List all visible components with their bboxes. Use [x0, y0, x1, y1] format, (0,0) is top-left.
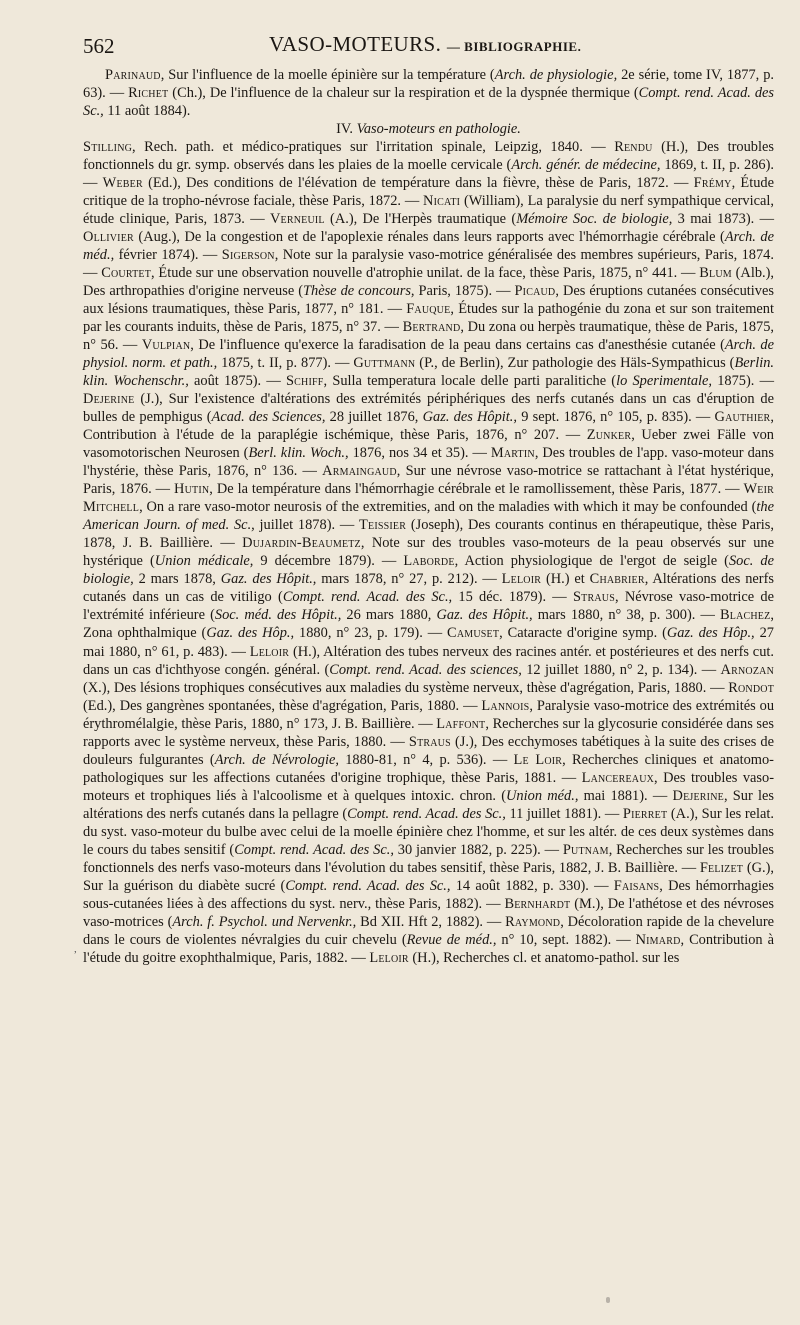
citation-text: Bd XII. Hft 2, 1882). —: [356, 913, 506, 930]
citation-text: , Sur l'influence de la moelle épinière sur la température (: [160, 67, 495, 83]
paper-speck: [606, 1297, 610, 1303]
citation-text: , Sulla temperatura locale delle parti paralitiche (: [323, 373, 617, 390]
citation-text: , Du zona ou herpès traumatique, thèse de Paris, 1875, n° 56. —: [83, 319, 774, 354]
author-name: Nicati: [423, 193, 461, 210]
running-header: [83, 28, 774, 66]
publication-title: Compt. rend. Acad. des Sc.,: [285, 877, 451, 894]
citation-text: (M.), De l'athétose et des névroses vaso-motrices (: [83, 895, 775, 930]
citation-text: 27 mai 1880, n° 61, p. 483). —: [83, 625, 774, 660]
section-heading: [83, 120, 774, 138]
publication-title: Gaz. des Hôp.,: [666, 625, 755, 642]
author-name: Putnam: [562, 841, 609, 858]
citation-text: , Des troubles de l'app. vaso-moteur dans l'hystérie, thèse Paris, 1876, n° 136. —: [83, 445, 774, 480]
citation-text: 9 décembre 1879). —: [253, 553, 404, 570]
citation-text: , Zona ophthalmique (: [83, 607, 775, 642]
publication-title: Compt. rend. Acad. des Sc.,: [282, 589, 453, 606]
margin-mark: ,: [74, 943, 77, 955]
publication-title: the American Journ. of med. Sc.,: [83, 499, 774, 534]
citation-text: (H.), Altération des tubes nerveux des racines antér. et postérieures et des nerfs cut. dans un cas d'ichthyose congén. général. (: [83, 643, 774, 678]
author-name: Hutin: [174, 481, 210, 498]
publication-title: Mémoire Soc. de biologie,: [516, 211, 673, 228]
citation-text: , Altérations des nerfs cutanés dans un cas de vitiligo (: [83, 571, 774, 606]
citation-text: (J.), Sur l'existence d'altérations des extrémités périphériques des nerfs cutanés dans un cas d'éruption de bulles de pemphigus (: [83, 391, 774, 426]
author-name: Nimard: [635, 931, 681, 948]
section-title: Vaso-moteurs en pathologie.: [356, 121, 521, 138]
author-name: Bernhardt: [504, 895, 571, 912]
author-name: Felizet: [699, 859, 744, 876]
author-name: Lancereaux: [581, 769, 655, 786]
author-name: Ollivier: [83, 229, 134, 246]
citation-text: , Recherches sur la glycosurie considérée dans ses rapports avec le système nerveux, thèse Paris, 1880. —: [83, 715, 775, 750]
publication-title: Gaz. des Hôpit.,: [220, 571, 317, 588]
author-name: Straus: [408, 733, 451, 750]
author-name: Leloir: [249, 643, 290, 660]
publication-title: lo Sperimentale,: [616, 373, 713, 390]
author-name: Pierret: [622, 805, 668, 822]
citation-text: 26 mars 1880,: [341, 607, 437, 624]
author-name: Weir Mitchell: [83, 481, 774, 516]
publication-title: Compt. rend. Acad. des Sc.,: [347, 805, 506, 822]
author-name: Chabrier: [589, 571, 645, 588]
citation-text: , Des troubles vaso-moteurs et trophiques liés à l'alcoolisme et à quelques intoxic. chron. (: [83, 769, 774, 804]
citation-text: , Sur les altérations des nerfs cutanés dans la pellagre (: [83, 787, 774, 822]
citation-text: , Recherches cliniques et anatomo-pathologiques sur les affections cutanées d'origine trophique, thèse Paris, 1881. —: [83, 751, 774, 786]
citation-text: (Joseph), Des courants continus en thérapeutique, thèse Paris, 1878, J. B. Baillière. —: [83, 517, 774, 552]
publication-title: Revue de méd.,: [406, 931, 497, 948]
publication-title: Compt. rend. Acad. des Sc.,: [83, 85, 774, 120]
citation-text: 14 août 1882, p. 330). —: [450, 877, 614, 894]
citation-text: , Sur une névrose vaso-motrice se rattachant à l'état hystérique, Paris, 1876. —: [83, 463, 774, 498]
section-number: IV.: [336, 121, 354, 138]
citation-text: , Cataracte d'origine symp. (: [499, 625, 667, 642]
citation-text: , De la température dans l'hémorrhagie cérébrale et le ramollissement, thèse Paris, 1877. —: [209, 481, 744, 498]
citation-text: , Ueber zwei Fälle von vasomotorischen Neurosen (: [83, 427, 774, 462]
citation-text: , Névrose vaso-motrice de l'extrémité inférieure (: [83, 589, 774, 624]
citation-text: juillet 1878). —: [254, 517, 360, 534]
author-name: Schiff: [285, 373, 324, 390]
publication-title: Union médicale,: [154, 553, 254, 570]
author-name: Armaingaud: [322, 463, 397, 480]
citation-text: 11 juillet 1881). —: [505, 805, 623, 822]
citation-text: , Contribution à l'étude du goitre exophthalmique, Paris, 1882. —: [83, 931, 774, 966]
citation-text: 1876, nos 34 et 35). —: [348, 445, 491, 462]
publication-title: Compt. rend. Acad. des Sc.,: [234, 841, 394, 858]
citation-text: (X.), Des lésions trophiques consécutives aux maladies du système nerveux, thèse d'agrégation, Paris, 1880. —: [83, 679, 729, 696]
publication-title: Compt. rend. Acad. des sciences,: [329, 661, 522, 678]
author-name: Dujardin-Beaumetz: [242, 535, 361, 552]
bibliography-paragraph: [83, 66, 774, 120]
publication-title: Berl. klin. Woch.,: [248, 445, 349, 462]
citation-text: 1880, n° 23, p. 179). —: [294, 625, 448, 642]
citation-text: 30 janvier 1882, p. 225). —: [393, 841, 563, 858]
citation-text: , Note sur des troubles vaso-moteurs de la peau observés sur une hystérique (: [83, 535, 774, 570]
citation-text: 28 juillet 1876,: [325, 409, 423, 426]
author-name: Teissier: [359, 517, 407, 534]
publication-title: Soc. méd. des Hôpit.,: [214, 607, 342, 624]
author-name: Blum: [699, 265, 732, 282]
publication-title: Soc. de biologie,: [83, 553, 774, 588]
author-name: Guttmann: [353, 355, 416, 372]
citation-text: (A.), De l'Herpès traumatique (: [324, 211, 517, 228]
citation-text: (Ch.), De l'influence de la chaleur sur la respiration et de la dyspnée thermique (: [168, 85, 639, 102]
publication-title: Arch. f. Psychol. und Nervenkr.,: [172, 913, 357, 930]
citation-text: , Des éruptions cutanées consécutives aux lésions traumatiques, thèse Paris, 1877, n° 181. —: [83, 283, 774, 318]
author-name: Lannois: [481, 697, 530, 714]
citation-text: 9 sept. 1876, n° 105, p. 835). —: [517, 409, 715, 426]
author-name: Dejerine: [83, 391, 135, 408]
author-name: Weber: [102, 175, 143, 192]
citation-text: , Recherches sur les troubles fonctionnels des nerfs vaso-moteurs dans l'évolution du tabes sensitif, thèse Paris, 1882, J. B. Baillière. —: [83, 841, 774, 876]
citation-text: mars 1880, n° 38, p. 300). —: [532, 607, 720, 624]
publication-title: Arch. génér. de médecine,: [511, 157, 661, 174]
author-name: Picaud: [514, 283, 556, 300]
citation-text: Paris, 1875). —: [414, 283, 515, 300]
citation-text: 1880-81, n° 4, p. 536). —: [338, 751, 514, 768]
citation-text: (H.), Recherches cl. et anatomo-pathol. sur les: [408, 949, 680, 966]
publication-title: Arch. de physiol. norm. et path.,: [83, 337, 775, 372]
author-name: Richet: [128, 85, 169, 102]
citation-text: , Des hémorrhagies sous-cutanées liées à des affections du syst. nerv., thèse Paris, 1882). —: [83, 877, 774, 912]
citation-text: (Ed.), Des conditions de l'élévation de température dans la fièvre, thèse de Paris, 1872. —: [142, 175, 694, 192]
author-name: Rondot: [728, 679, 774, 696]
author-name: Le Loir: [513, 751, 563, 768]
citation-text: (G.), Sur la guérison du diabète sucré (: [83, 859, 774, 894]
citation-text: (H.) et: [541, 571, 590, 588]
citation-text: 2e série, tome IV, 1877, p. 63). —: [83, 67, 774, 102]
citation-text: (J.), Des ecchymoses tabétiques à la suite des crises de douleurs fulgurantes (: [83, 733, 774, 768]
page-number: 562: [83, 34, 115, 58]
author-name: Leloir: [369, 949, 409, 966]
citation-text: (A.), Sur les relat. du syst. vaso-moteur du bulbe avec celui de la moelle épinière chez l'homme, et sur les altér. de ces deux systèmes dans le cours du tabes sensitif (: [83, 805, 775, 858]
running-title-main: VASO-MOTEURS.: [269, 32, 442, 56]
author-name: Parinaud: [105, 67, 161, 83]
publication-title: Gaz. des Hôpit.,: [436, 607, 533, 624]
author-name: Blachez: [719, 607, 771, 624]
publication-title: Arch. de Névrologie,: [214, 751, 339, 768]
author-name: Faisans: [613, 877, 660, 894]
author-name: Dejerine: [672, 787, 724, 804]
author-name: Gauthier: [714, 409, 771, 426]
running-title-sub: — BIBLIOGRAPHIE.: [446, 39, 582, 54]
citation-text: 3 mai 1873). —: [672, 211, 774, 228]
bibliography-text: [83, 66, 774, 967]
author-name: Bertrand: [402, 319, 461, 336]
publication-title: Thèse de concours,: [303, 283, 415, 300]
author-name: Laffont: [436, 715, 486, 732]
citation-text: (Ed.), Des gangrènes spontanées, thèse d'agrégation, Paris, 1880. —: [83, 697, 482, 714]
citation-text: , Note sur la paralysie vaso-motrice généralisée des membres supérieurs, Paris, 1874. —: [83, 247, 774, 282]
author-name: Frémy: [693, 175, 732, 192]
publication-title: Arch. de méd.,: [83, 229, 775, 264]
publication-title: Berlin. klin. Wochenschr.,: [83, 355, 775, 390]
publication-title: Union méd.,: [506, 787, 579, 804]
author-name: Straus: [572, 589, 615, 606]
author-name: Raymond: [505, 913, 561, 930]
running-title: [269, 32, 581, 57]
publication-title: Acad. des Sciences,: [211, 409, 326, 426]
citation-text: février 1874). —: [114, 247, 222, 264]
publication-title: Arch. de physiologie,: [494, 67, 618, 83]
publication-title: Gaz. des Hôp.,: [206, 625, 295, 642]
citation-text: août 1875). —: [188, 373, 286, 390]
citation-text: n° 10, sept. 1882). —: [496, 931, 636, 948]
citation-text: , Étude sur une observation nouvelle d'atrophie unilat. de la face, thèse Paris, 1875, n° 441. —: [151, 265, 700, 282]
citation-text: (H.), Des troubles fonctionnels du gr. symp. observés dans les plaies de la moelle cervicale (: [83, 139, 774, 174]
author-name: Leloir: [501, 571, 542, 588]
citation-text: 1875, t. II, p. 877). —: [217, 355, 354, 372]
citation-text: , Décoloration rapide de la chevelure dans le cours de violentes névralgies du cuir chevelu (: [83, 913, 775, 948]
citation-text: , Contribution à l'étude de la paraplégie ischémique, thèse Paris, 1876, n° 207. —: [83, 409, 775, 444]
author-name: Stilling: [83, 139, 133, 156]
citation-text: , Études sur la pathogénie du zona et sur son traitement par les courants induits, thèse de Paris, 1875, n° 37. —: [83, 301, 774, 336]
author-name: Courtet: [101, 265, 152, 282]
citation-text: 15 déc. 1879). —: [452, 589, 573, 606]
citation-text: , On a rare vaso-motor neurosis of the extremities, and on the maladies with which it may be confounded (: [139, 499, 757, 516]
publication-title: Gaz. des Hôpit.,: [422, 409, 517, 426]
citation-text: 12 juillet 1880, n° 2, p. 134). —: [521, 661, 721, 678]
author-name: Zunker: [586, 427, 632, 444]
citation-text: (William), La paralysie du nerf sympathique cervical, étude clinique, Paris, 1873. —: [83, 193, 774, 228]
author-name: Camuset: [447, 625, 500, 642]
citation-text: 2 mars 1878,: [133, 571, 221, 588]
author-name: Laborde: [403, 553, 455, 570]
citation-text: , De l'influence qu'exerce la faradisation de la peau dans certains cas d'anesthésie cutanée (: [190, 337, 725, 354]
citation-text: , Action physiologique de l'ergot de seigle (: [454, 553, 729, 570]
author-name: Arnozan: [720, 661, 774, 678]
author-name: Martin: [490, 445, 535, 462]
author-name: Verneuil: [269, 211, 325, 228]
citation-text: (Alb.), Des arthropathies d'origine nerveuse (: [83, 265, 775, 300]
citation-text: 1875). —: [712, 373, 774, 390]
author-name: Sigerson: [221, 247, 275, 264]
citation-text: , Étude critique de la tropho-névrose faciale, thèse Paris, 1872. —: [83, 175, 774, 210]
citation-text: mars 1878, n° 27, p. 212). —: [316, 571, 502, 588]
citation-text: mai 1881). —: [578, 787, 673, 804]
author-name: Vulpian: [141, 337, 191, 354]
citation-text: 11 août 1884).: [103, 103, 191, 120]
author-name: Rendu: [614, 139, 653, 156]
author-name: Fauque: [406, 301, 451, 318]
citation-text: (Aug.), De la congestion et de l'apoplexie rénales dans leurs rapports avec l'hémorrhagie cérébrale (: [133, 229, 725, 246]
citation-text: , Paralysie vaso-motrice des extrémités ou érythromélalgie, thèse Paris, 1880, n° 173, J. B. Baillière. —: [83, 697, 775, 732]
citation-text: 1869, t. II, p. 286). —: [83, 157, 774, 192]
citation-text: (P., de Berlin), Zur pathologie des Häls-Sympathicus (: [415, 355, 735, 372]
citation-text: , Rech. path. et médico-pratiques sur l'irritation spinale, Leipzig, 1840. —: [132, 139, 615, 156]
bibliography-paragraph: [83, 138, 774, 967]
